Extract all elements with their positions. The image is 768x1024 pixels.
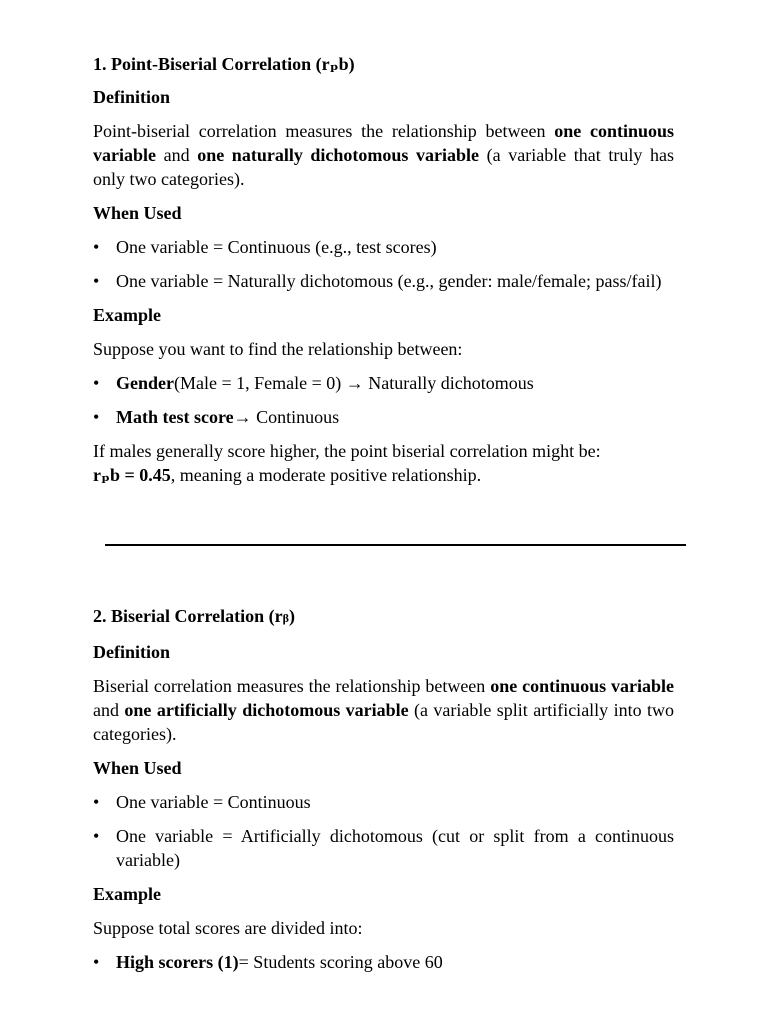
section-1-definition-heading: Definition xyxy=(93,87,171,107)
section-1-example-heading: Example xyxy=(93,305,162,325)
list-item: • High scorers (1)= Students scoring above 60 xyxy=(93,952,443,972)
bullet-icon: • xyxy=(93,407,100,427)
bullet-icon: • xyxy=(93,237,100,257)
section-1-when-heading: When Used xyxy=(93,203,182,223)
list-item: • One variable = Naturally dichotomous (e.g., gender: male/female; pass/fail) xyxy=(93,271,662,291)
section-1-example-intro: Suppose you want to find the relationship between: xyxy=(93,339,463,359)
bullet-icon: • xyxy=(93,952,100,972)
bullet-icon: • xyxy=(93,826,100,846)
section-2-definition-text: Biserial correlation measures the relationship between one continuous variable and one artificially dichotomous variable (a variable split artificially into two categories). xyxy=(93,676,675,744)
section-2-example-heading: Example xyxy=(93,884,162,904)
section-1-conclusion: If males generally score higher, the point biserial correlation might be: xyxy=(93,441,601,461)
section-1-definition-text: Point-biserial correlation measures the relationship between one continuous variable and one naturally dichotomous variable (a variable that truly has only two categories). xyxy=(93,121,674,189)
list-item: • One variable = Continuous xyxy=(93,792,311,812)
list-item: • Math test score→ Continuous xyxy=(93,407,340,427)
section-1-result: rₚb = 0.45, meaning a moderate positive relationship. xyxy=(93,465,482,485)
bullet-icon: • xyxy=(93,373,100,393)
section-2 xyxy=(93,604,674,974)
list-item: • One variable = Artificially dichotomous (cut or split from a continuous variable) xyxy=(93,826,674,870)
section-1-title: 1. Point-Biserial Correlation (rₚb) xyxy=(93,54,355,74)
section-1 xyxy=(93,52,674,487)
bullet-icon: • xyxy=(93,792,100,812)
bullet-icon: • xyxy=(93,271,100,291)
list-item: • One variable = Continuous (e.g., test scores) xyxy=(93,237,437,257)
section-2-when-heading: When Used xyxy=(93,758,182,778)
horizontal-divider xyxy=(105,544,686,546)
section-2-title: 2. Biserial Correlation (rβ) xyxy=(93,606,295,626)
list-item: • Gender(Male = 1, Female = 0) → Naturally dichotomous xyxy=(93,373,534,393)
section-2-definition-heading: Definition xyxy=(93,642,171,662)
section-2-example-intro: Suppose total scores are divided into: xyxy=(93,918,363,938)
